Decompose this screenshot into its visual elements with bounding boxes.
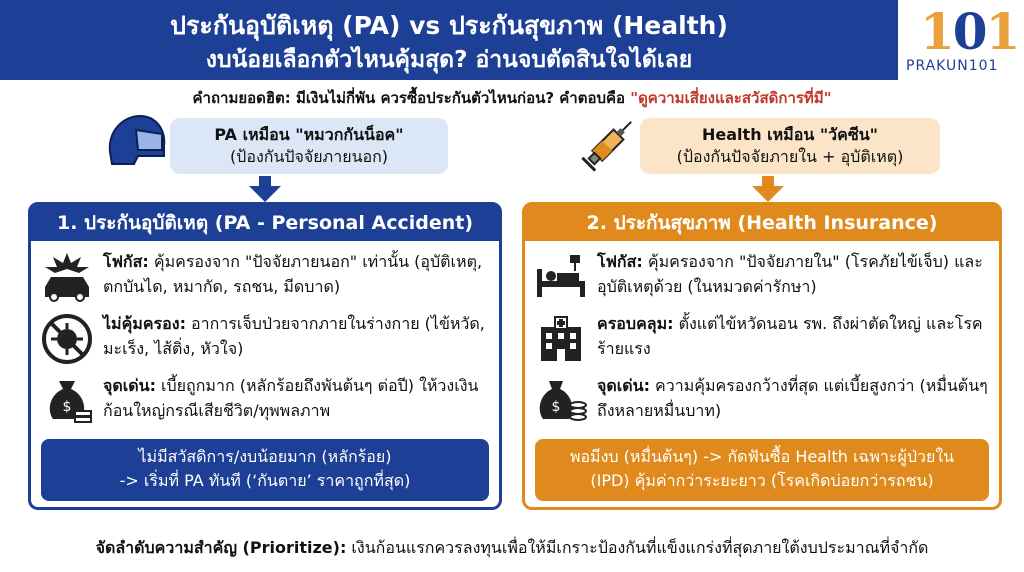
pa-analogy-title: PA เหมือน "หมวกกันน็อค"	[214, 125, 404, 144]
health-row-highlight	[535, 373, 991, 431]
health-analogy-title: Health เหมือน "วัคซีน"	[702, 125, 878, 144]
pa-row-highlight	[41, 373, 491, 431]
pa-panel	[28, 202, 502, 510]
health-panel	[522, 202, 1002, 510]
pa-down-arrow-icon	[249, 186, 281, 202]
health-focus-label: โฟกัส:	[597, 252, 643, 271]
health-highlight-text: ความคุ้มครองกว้างที่สุด แต่เบี้ยสูงกว่า (หมื่นต้นๆ ถึงหลายหมื่นบาท)	[597, 376, 988, 420]
health-focus-text: คุ้มครองจาก "ปัจจัยภายใน" (โรคภัยไข้เจ็บ) และ อุบัติเหตุด้วย (ในหมวดค่ารักษา)	[597, 252, 983, 296]
health-coverage-label: ครอบคลุม:	[597, 314, 674, 333]
pa-focus-text: คุ้มครองจาก "ปัจจัยภายนอก" เท่านั้น (อุบัติเหตุ, ตกบันได, หมากัด, รถชน, มีดบาด)	[103, 252, 483, 296]
prioritize-text: เงินก้อนแรกควรลงทุนเพื่อให้มีเกราะป้องกันที่แข็งแกร่งที่สุดภายใต้งบประมาณที่จำกัด	[346, 538, 929, 557]
svg-text:$: $	[62, 399, 72, 415]
logo-number: 101	[920, 2, 1019, 61]
page-subtitle: งบน้อยเลือกตัวไหนคุ้มสุด? อ่านจบตัดสินใจได้เลย	[205, 47, 693, 73]
pa-recommendation	[41, 439, 489, 501]
money-bag-icon	[41, 375, 93, 427]
svg-text:$: $	[551, 399, 561, 415]
logo-name: PRAKUN101	[906, 58, 999, 74]
health-analogy-bubble	[640, 118, 940, 174]
health-row-coverage	[535, 311, 991, 369]
header-banner	[0, 0, 898, 80]
logo	[898, 0, 1024, 80]
pa-row-not-covered	[41, 311, 491, 369]
pa-panel-title: 1. ประกันอุบัติเหตุ (PA - Personal Accident)	[31, 205, 499, 241]
health-row-focus	[535, 249, 991, 307]
virus-prohibited-icon	[41, 313, 93, 365]
pa-analogy-bubble	[170, 118, 448, 174]
health-coverage-text: ตั้งแต่ไข้หวัดนอน รพ. ถึงผ่าตัดใหญ่ และโรคร้ายแรง	[597, 314, 983, 358]
syringe-icon	[578, 112, 642, 174]
question-highlight: "ดูความเสี่ยงและสวัสดิการที่มี"	[630, 89, 832, 107]
health-highlight-label: จุดเด่น:	[597, 376, 650, 395]
health-recommendation-line1: พอมีงบ (หมื่นต้นๆ) -> กัดฟันซื้อ Health เฉพาะผู้ป่วยใน	[569, 447, 955, 466]
pa-highlight-text: เบี้ยถูกมาก (หลักร้อยถึงพันต้นๆ ต่อปี) ให้วงเงินก้อนใหญ่กรณีเสียชีวิต/ทุพพลภาพ	[103, 376, 479, 420]
page-title: ประกันอุบัติเหตุ (PA) vs ประกันสุขภาพ (Health)	[170, 11, 728, 40]
health-analogy-subtitle: (ป้องกันปัจจัยภายใน + อุบัติเหตุ)	[676, 147, 904, 166]
pa-focus-label: โฟกัส:	[103, 252, 149, 271]
pa-not-covered-label: ไม่คุ้มครอง:	[103, 314, 186, 333]
hospital-bed-icon	[535, 251, 587, 303]
pa-recommendation-line1: ไม่มีสวัสดิการ/งบน้อยมาก (หลักร้อย)	[138, 447, 392, 466]
question-text: คำถามยอดฮิต: มีเงินไม่กี่พัน ควรซื้อประกันตัวไหนก่อน? คำตอบคือ	[192, 89, 631, 107]
health-down-arrow-icon	[752, 186, 784, 202]
prioritize-label: จัดลำดับความสำคัญ (Prioritize):	[95, 538, 347, 557]
pa-not-covered-text: อาการเจ็บป่วยจากภายในร่างกาย (ไข้หวัด, มะเร็ง, ไส้ติ่ง, หัวใจ)	[103, 314, 485, 358]
question-line	[0, 86, 1024, 110]
money-bag-coins-icon	[535, 375, 587, 427]
health-recommendation-line2: (IPD) คุ้มค่ากว่าระยะยาว (โรคเกิดบ่อยกว่ารถชน)	[590, 471, 934, 490]
pa-recommendation-line2: -> เริ่มที่ PA ทันที (‘กันตาย’ ราคาถูกที่สุด)	[119, 471, 411, 490]
prioritize-note	[10, 536, 1014, 561]
pa-analogy-subtitle: (ป้องกันปัจจัยภายนอก)	[229, 147, 389, 166]
health-panel-title: 2. ประกันสุขภาพ (Health Insurance)	[525, 205, 999, 241]
health-recommendation	[535, 439, 989, 501]
pa-row-focus	[41, 249, 491, 307]
pa-highlight-label: จุดเด่น:	[103, 376, 156, 395]
helmet-icon	[104, 112, 168, 174]
hospital-building-icon	[535, 313, 587, 365]
car-crash-icon	[41, 251, 93, 303]
